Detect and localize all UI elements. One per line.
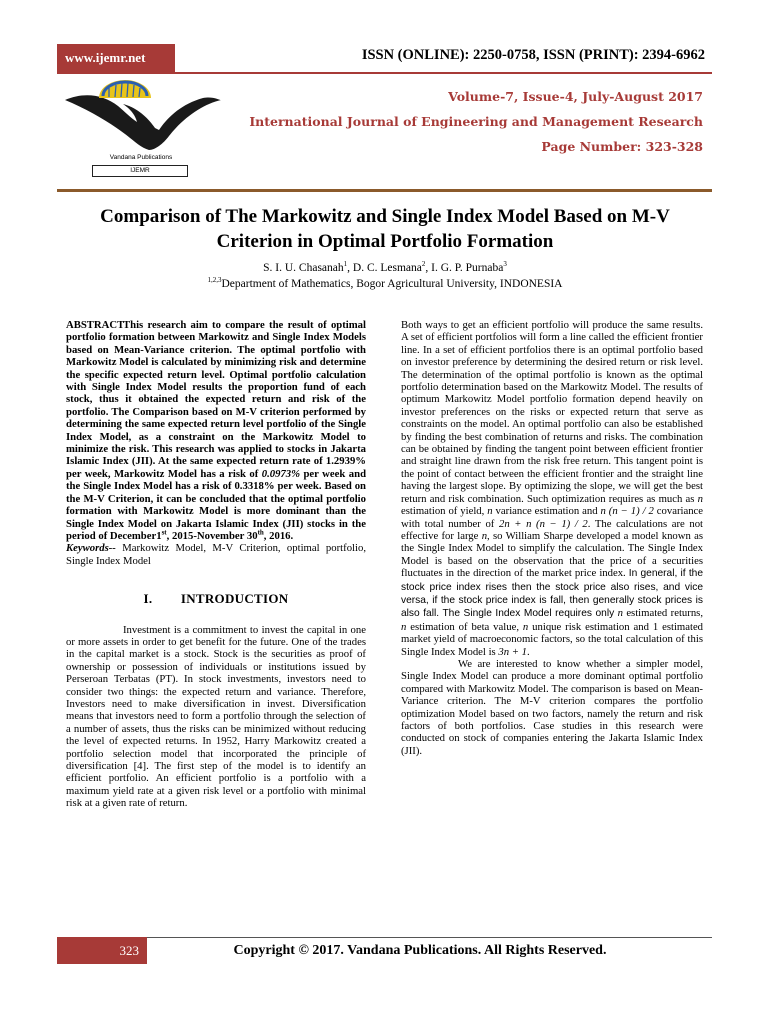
- math-total: 2n + n (n − 1) / 2: [498, 517, 588, 530]
- affiliation: [60, 278, 710, 290]
- rc-text-f: , so William Sharpe developed a model known as the Single Index Model to simplify the calculation. The Single Index Model is based on the observation that the price of a securities fluctuates in the direction of the market price index.: [401, 529, 704, 580]
- affiliation-text: Department of Mathematics, Bogor Agricultural University, INDONESIA: [221, 278, 563, 290]
- abstract-text-4: , 2016.: [263, 529, 294, 542]
- abstract-text-2: per week and the Single Index Model has a risk of 0.3318% per week. Based on the M-V Criterion, it can be concluded that the optimal portfolio formation with Markowitz Model is more dominant than the Single Index Model on Jakarta Islamic Index (JII) stocks in the period of December1: [66, 467, 367, 542]
- abstract-text-3: , 2015-November 30: [166, 529, 258, 542]
- abstract-risk-value: 0.0973%: [261, 467, 301, 480]
- rc-text-c: variance estimation and: [495, 505, 598, 518]
- header-divider: [57, 72, 712, 74]
- journal-title: International Journal of Engineering and Management Research: [249, 114, 703, 129]
- abstract: [66, 319, 366, 542]
- page-range: Page Number: 323-328: [541, 139, 703, 154]
- rc-text-g: In general, if the stock price index rises then the stock price also rises, and vice versa, if the stock price index is fall, then generally stock prices is also fall. The Single Index Model requires only: [401, 568, 703, 620]
- rc-text-b: estimation of yield,: [401, 505, 485, 518]
- right-paragraph-2: We are interested to know whether a simpler model, Single Index Model can produce a more dominant optimal portfolio compared with Markowitz Model. The comparison is based on Mean-Variance criterion. The M-V criterion compares the portfolio optimization Model based on two factors, namely the return and risk factors of both portfolios. Case studies in this research were conducted on stock of companies entering the Jakarta Islamic Index (JII).: [401, 657, 703, 757]
- logo-label-box: IJEMR: [92, 165, 188, 177]
- math-n-4: n: [617, 607, 623, 620]
- copyright-notice: Copyright © 2017. Vandana Publications. All Rights Reserved.: [233, 943, 607, 958]
- keywords-label: Keywords--: [66, 542, 116, 555]
- paper-title: [60, 204, 710, 254]
- math-n-2: n: [487, 505, 493, 518]
- issn-line: ISSN (ONLINE): 2250-0758, ISSN (PRINT): 2394-6962: [361, 47, 705, 63]
- keywords-text: Markowitz Model, M-V Criterion, optimal portfolio, Single Index Model: [66, 542, 367, 567]
- author-2: D. C. Lesmana: [352, 262, 422, 274]
- right-column: [401, 319, 703, 757]
- abstract-heading: ABSTRACT: [66, 319, 125, 331]
- page-number: 323: [57, 937, 147, 964]
- rc-text-a: Both ways to get an efficient portfolio will produce the same results. A set of efficient portfolios will form a line called the efficient frontier line. In a set of efficient portfolios there is an optimal portfolio based on investor preference by determining the desired return or risk level. The determination of the optimal portfolio is known as the optimal portfolio determination based on the Markowitz Model. The results of optimum Markowitz Model portfolio formation depend heavily on investor preferences on the risks or expected return that serve as constraints on the model. An optimal portfolio can also be established by finding the best combination of returns and risks. The combination can be obtained by finding the tangent point between efficient frontier and straight line drawn from the risk free return. This tangent point is the point of contact between the efficient frontier and the straight line having the largest slope. By optimizing the slope, we will get the best return and risk combination. Such optimization requires as much as: [401, 319, 703, 505]
- volume-info: Volume-7, Issue-4, July-August 2017: [448, 89, 703, 104]
- keywords: [66, 542, 366, 567]
- footer-divider: [57, 937, 712, 938]
- math-n-1: n: [697, 492, 704, 505]
- author-list: S. I. U. Chasanah$^1$, D. C. Lesmana$^2$, I. G. P. Purnaba$^3$: [263, 260, 507, 274]
- intro-paragraph-1: Investment is a commitment to invest the capital in one or more assets in order to get benefit for the future. One of the trades in the capital market is a stock. Stock is the securities as proof of ownership or possession of individuals or institutions issued by Perseroan Terbatas (PT). In stock investments, investors need to consider two things: the expected return and variance. Therefore, Investors need to make diversification in invest. Diversification means that investors need to form a portfolio through the selection of a number of assets, thus the risks can be minimized without reducing the level of expected returns. In 1952, Harry Markowitz created a portfolio selection model that incorporated the principle of diversification [4]. The first step of the model is to identify an efficient portfolio. An efficient portfolio is a portfolio with a maximum yield rate at a given risk level or a portfolio with minimal risk at a given rate of return.: [66, 623, 366, 810]
- logo-caption: Vandana Publications: [109, 154, 173, 161]
- rc-text-d: covariance with total number of: [401, 505, 704, 530]
- right-paragraph-1: [401, 319, 703, 658]
- journal-url[interactable]: www.ijemr.net: [57, 44, 175, 72]
- rc-text-k: .: [526, 645, 530, 658]
- author-3-sup: 3: [503, 260, 507, 269]
- math-covariance: n (n − 1) / 2: [600, 505, 654, 518]
- rc-text-h: estimated returns,: [626, 607, 703, 620]
- title-line-1: Comparison of The Markowitz and Single Index Model Based on M-V: [100, 206, 670, 227]
- affiliation-sup: 1,2,3: [207, 276, 222, 285]
- left-column: [66, 319, 366, 810]
- math-n-5: n: [401, 620, 407, 633]
- author-3: I. G. P. Purnaba: [431, 262, 504, 274]
- title-line-2: Criterion in Optimal Portfolio Formation: [216, 231, 554, 252]
- math-n-6: n: [522, 620, 529, 633]
- abstract-body: [66, 319, 366, 542]
- math-sim-total: 3n + 1: [498, 645, 527, 658]
- math-n-3: n: [481, 529, 488, 542]
- title-divider: [57, 189, 712, 192]
- rc-text-e: . The calculations are not effective for large: [401, 517, 704, 542]
- author-1: S. I. U. Chasanah: [263, 262, 344, 274]
- author-1-sup: 1: [343, 260, 348, 269]
- sup-th: th: [257, 528, 264, 537]
- author-2-sup: 2: [421, 260, 426, 269]
- sup-st: st: [161, 528, 167, 537]
- abstract-text-1: This research aim to compare the result of optimal portfolio formation between Markowitz and Single Index Models based on Mean-Variance criterion. The optimal portfolio with Markowitz Model is calculated by minimizing risk and determine the specific expected return level. Optimal portfolio calculation with Single Index Model results the proportion fund of each stock, thus it obtained the expected return and risk of the portfolio. The Comparison based on M-V criterion performed by determining the same expected return level portfolio of the Single Index Model, as a constraint on the Markowitz Model to minimize the risk. This research was applied to stocks in Jakarta Islamic Index (JII). At the same expected return rate of 1.2939% per week, Markowitz Model has a risk of: [66, 319, 366, 480]
- rc-text-i: estimation of beta value,: [410, 620, 519, 633]
- rc-text-j: unique risk estimation and 1 estimated market yield of macroeconomic factors, so the total calculation of this Single Index Model is: [401, 620, 704, 658]
- section-heading-introduction: I. INTRODUCTION: [143, 591, 289, 607]
